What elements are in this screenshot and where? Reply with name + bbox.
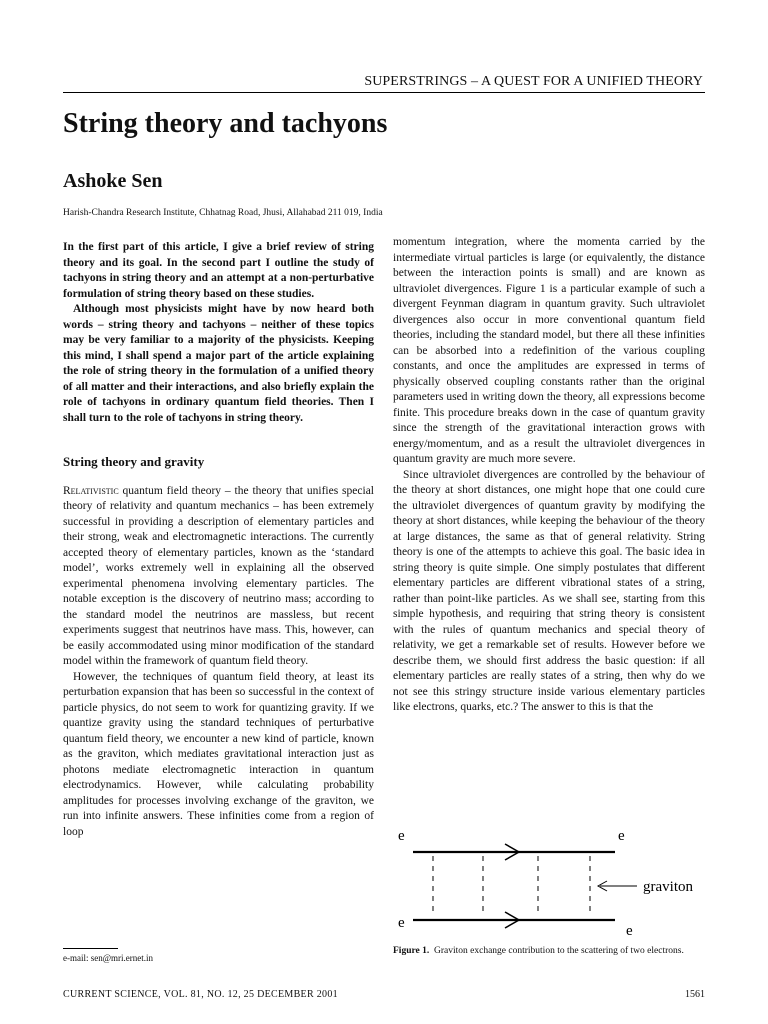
figure-caption (393, 946, 705, 957)
abstract-paragraph-2: Although most physicists might have by now heard both words – string theory and tachyons – neither of these topics may be very familiar to a majority of the physicists. Keeping this mind, I shall spend a major part of the article explaining the role of string theory in the formulation of a unified theory of all matter and their interactions, and also briefly explain the role of tachyons in ordinary quantum field theories. Then I shall turn to the role of tachyons in string theory. (63, 303, 374, 424)
footnote-email: e-mail: sen@mri.ernet.in (63, 953, 154, 963)
article-title: String theory and tachyons (63, 108, 388, 139)
header-rule (63, 92, 705, 93)
figure-caption-label: Figure 1. (393, 946, 430, 956)
left-column (63, 240, 374, 840)
feynman-diagram (393, 820, 705, 945)
body-paragraph-1 (63, 484, 374, 670)
author-affiliation: Harish-Chandra Research Institute, Chhatnag Road, Jhusi, Allahabad 211 019, India (63, 208, 383, 218)
lead-word: Relativistic (63, 484, 119, 497)
body-paragraph-2: However, the techniques of quantum field theory, at least its perturbation expansion that has been so successful in the context of particle physics, do not seem to work for quantizing gravity. If we quantize gravity using the standard techniques of perturbative quantum field theory, we encounter a new kind of particle, known as the graviton, which mediates gravitational interaction just as photons mediate electromagnetic interaction in quantum electrodynamics. However, while calculating probability amplitudes for processes involving exchange of the graviton, we run into infinite answers. These infinities come from a region of loop (63, 670, 374, 838)
body-paragraph-4: Since ultraviolet divergences are controlled by the behaviour of the theory at short distances, one might hope that one could cure the ultraviolet divergences of quantum gravity by modifying the theory at short distances, while keeping the behaviour of the theory at large distances, the same as that of general relativity. String theory is one of the attempts to achieve this goal. The basic idea in string theory is quite simple. One simply postulates that different elementary particles are different vibrational states of a string, rather than point-like particles. As we shall see, starting from this simple hypothesis, and requiring that string theory is consistent with the rules of quantum mechanics and special theory of relativity, we get a remarkable set of results. However before we describe them, we should first address the basic question: if all elementary particles are really states of a string, then why do we not see this stringy structure inside various elementary particles like electrons, quarks, etc.? The answer to this is that the (393, 468, 705, 713)
footnote-rule (63, 948, 118, 949)
footer-journal-info: CURRENT SCIENCE, VOL. 81, NO. 12, 25 DECEMBER 2001 (63, 989, 338, 1000)
abstract-paragraph-1: In the first part of this article, I give a brief review of string theory and its goal. In the second part I outline the study of tachyons in string theory and an attempt at a non-perturbative formulation of string theory based on these studies. (63, 241, 374, 300)
article-author: Ashoke Sen (63, 170, 163, 192)
footer-page-number: 1561 (685, 989, 705, 1000)
body-paragraph-3: momentum integration, where the momenta carried by the intermediate virtual particles is large (or equivalently, the distance between the interaction points is small) and are known as ultraviolet divergences. Figure 1 is a particular example of such a divergent Feynman diagram in quantum gravity. Such ultraviolet divergences also occur in more conventional quantum field theories, including the standard model, but there all these infinities can be absorbed into a redefinition of the various coupling constants, and once the amplitudes are expressed in terms of physically observed coupling constants rather than the original parameters used in writing down the theory, all expressions become finite. This procedure breaks down in the case of quantum gravity since the strength of the gravitational interaction grows with energy/momentum, and as a result the ultraviolet divergences in quantum gravity are much more severe. (393, 236, 705, 465)
body-paragraph-1-text: quantum field theory – the theory that unifies special theory of relativity and quantum mechanics – has been extremely successful in providing a description of elementary particles and their strong, weak and electromagnetic interactions. The currently accepted theory of elementary particles, known as the ‘standard model’, works extremely well in explaining all the observed experimental phenomena involving elementary particles. The notable exception is the discovery of neutrino mass; according to the standard model the neutrinos are massless, but recent experiments suggest that neutrinos have mass. This, however, can be easily accommodated using minor modification of the standard model within the framework of quantum field theory. (63, 484, 374, 667)
section-heading: String theory and gravity (63, 454, 205, 469)
running-header: SUPERSTRINGS – A QUEST FOR A UNIFIED THEORY (364, 74, 703, 89)
abstract (63, 240, 374, 426)
label-e-bottom-right: e (626, 923, 633, 939)
label-e-top-left: e (398, 828, 405, 844)
label-e-bottom-left: e (398, 915, 405, 931)
right-column (393, 235, 705, 716)
label-graviton: graviton (643, 879, 693, 895)
figure-caption-text: Graviton exchange contribution to the scattering of two electrons. (434, 946, 684, 956)
label-e-top-right: e (618, 828, 625, 844)
